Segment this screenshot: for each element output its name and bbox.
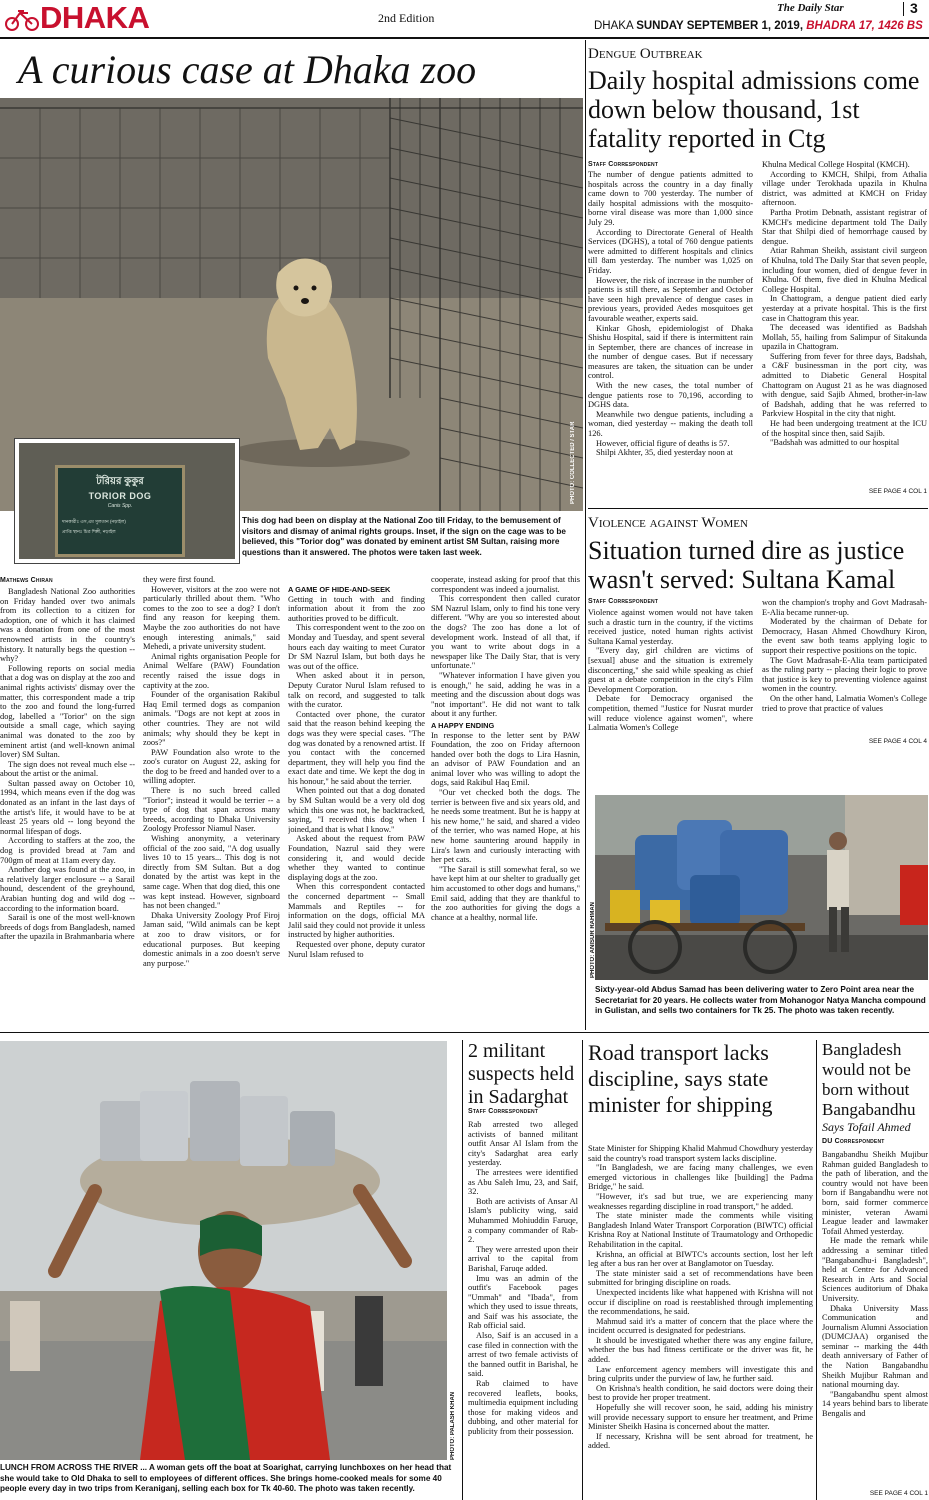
section-divider [588, 508, 928, 509]
paragraph: With the new cases, the total number of dengue patients rose to 70,196, according to DGHS data. [588, 381, 753, 410]
paragraph: Asked about the request from PAW Foundation, Nazrul said they were considering it, and would decide whether they wanted to continue displaying dogs at the zoo. [288, 834, 425, 882]
paragraph: "The Sarail is still somewhat feral, so we have kept him at our shelter to gradually get him accustomed to other dogs and humans," Emil said, adding that they are thankful to the zoo authorities for giving the dogs a chance at a healthy, normal life. [431, 864, 580, 922]
paragraph: Dhaka University Mass Communication and Journalism Alumni Association (DUMCJAA) organised the seminar -- marking the 44th death anniversary of Father of the Nation Bangabandhu Sheikh Mujibur Rahman and national mourning day. [822, 1303, 928, 1390]
paragraph: They were arrested upon their arrival to the capital from Barishal, Faruqe added. [468, 1244, 578, 1273]
paragraph: Sultan passed away on October 10, 1994, which means even if the dog was donated as an infant in the last days of the artist's life, it would have to be at least 25 years old -- long beyond the normal lifespan of dogs. [0, 778, 135, 836]
paragraph: The deceased was identified as Badshah Mollah, 55, hailing from Salimpur of Sitakunda upazila in Chattogram. [762, 323, 927, 352]
paragraph: According to KMCH, Shilpi, from Athalia village under Terokhada upazila in Khulna district, was admitted at KMCH on Friday afternoon. [762, 169, 927, 208]
dengue-body-col2 [762, 160, 927, 488]
paragraph: State Minister for Shipping Khalid Mahmud Chowdhury yesterday said the country's road transport system lacks discipline. [588, 1144, 813, 1163]
dog-photo-credit: PHOTO: COLLECTED / STAR [570, 421, 576, 504]
paragraph: Partha Protim Debnath, assistant registrar of KMCH's medicine department told The Daily Star that Shilpi died of hemorrhage caused by dengue. [762, 207, 927, 246]
column-divider [585, 40, 586, 1030]
cage-sign-bangla: টরিয়র কুকুর [96, 476, 144, 487]
militant-body [468, 1120, 578, 1498]
paragraph: Shilpi Akhter, 35, died yesterday noon at [596, 448, 733, 458]
zoo-body-col1 [0, 587, 135, 1027]
subheading: A HAPPY ENDING [431, 720, 495, 730]
violence-kicker: Violence against Women [588, 515, 748, 531]
paragraph: Debate for Democracy organised the competition, themed "Justice for Nusrat murder will reduce violence against women", where Lalmatia Women's College [588, 694, 753, 733]
paragraph: Moderated by the chairman of Debate for Democracy, Hasan Ahmed Chowdhury Kiron, the event saw both teams applying logic to support their respective positions on the topic. [762, 617, 927, 655]
paragraph: This correspondent then called curator SM Nazrul Islam, only to find his tone very different. "Why are you so interested about the dogs? The zoo has done a lot of development work. Instead of all that, if you want to write about dogs in a newspaper like The Daily Star, that is very unfortunate." [431, 594, 580, 671]
paragraph: Rab claimed to have recovered leaflets, books, multimedia equipment including those for making videos and dubbing, and other material for publicity from their possession. [468, 1379, 578, 1436]
paragraph: Contacted over phone, the curator said that the reason behind keeping the dogs was they were special cases. "The dog was donated by a renowned artist. If you contact with the concerned department, they will help you find the exact date and time. We kept the dog in his honour," he said about the terrier. [288, 709, 425, 786]
edition-label: 2nd Edition [378, 11, 435, 25]
paragraph: In response to the letter sent by PAW Foundation, the zoo on Friday afternoon handed over both the dogs to Lira Hasnin, an advisor of PAW Foundation and an animal lover who was willing to adopt the dogs, said Rakibul Haq Emil. [431, 730, 580, 788]
bangabandhu-jump[interactable]: SEE PAGE 4 COL 1 [869, 1490, 928, 1497]
zoo-byline: Mathews Chiran [0, 577, 53, 584]
paragraph: He had been undergoing treatment at the ICU of the hospital since then, said Sajib. [762, 419, 927, 438]
paragraph: The sign does not reveal much else -- about the artist or the animal. [0, 759, 135, 779]
dateline-bangla-date: BHADRA 17, 1426 BS [806, 20, 923, 32]
paragraph: Meanwhile two dengue patients, including a woman, died yesterday -- making the death toll 126. [588, 409, 753, 439]
paragraph: Suffering from fever for three days, Badshah, a C&F businessman in the port city, was admitted to Diabetic General Hospital Chattogram on August 21 as he was diagnosed with dengue, said Sajib Ahmed, brother-in-law of Badshah, adding that he was referred to Parkview Hospital in the city that night. [762, 351, 927, 419]
subheading: A GAME OF HIDE-AND-SEEK [288, 585, 391, 594]
lunch-photo [0, 1041, 447, 1460]
violence-headline: Situation turned dire as justice wasn't served: Sultana Kamal [588, 536, 905, 594]
paragraph: "Our vet checked both the dogs. The terrier is between five and six years old, and he needs some treatment. But he is happy at his new home," he said, and shared a video of the terrier, who was named Hope, at his new home sauntering around happily in Lira's lawn and curiously interacting with her pet cats. [431, 788, 580, 865]
militant-byline: Staff Correspondent [468, 1108, 539, 1115]
water-photo-caption: Sixty-year-old Abdus Samad has been delivering water to Zero Point area near the Secretariat for 20 years. He collects water from Mohanogor Natya Mancha compound in Gulistan, and sells two containers for Tk 25. The photo was taken recently. [595, 985, 926, 1015]
paragraph: On the other hand, Lalmatia Women's College tried to prove that practice of values [762, 693, 927, 713]
paragraph: Also, Saif is an accused in a case filed in connection with the arrest of two female activists of the banned outfit in Barishal, he said. [468, 1331, 578, 1379]
paragraph: PAW Foundation also wrote to the zoo's curator on August 22, asking for the dog to be freed and handed over to a willing adopter. [143, 747, 280, 786]
section-masthead [4, 2, 149, 34]
zoo-body-col2 [143, 575, 280, 1027]
militant-headline: 2 militant suspects held in Sadarghat [468, 1040, 575, 1108]
paragraph: On Krishna's health condition, he said doctors were doing their best to provide her proper treatment. [588, 1383, 813, 1403]
dengue-byline: Staff Correspondent [588, 161, 659, 168]
violence-jump[interactable]: SEE PAGE 4 COL 4 [868, 738, 927, 745]
violence-body-col2 [762, 598, 927, 738]
paragraph: Wishing anonymity, a veterinary official of the zoo said, "A dog usually lives 10 to 15 years... This dog is not directly from SM Sultan. But a dog donated by the artist was kept in the same cage. When that dog died, this one was kept instead. However, signboard has not been changed." [143, 834, 280, 911]
woman-lunchboxes-illustration [0, 1041, 447, 1460]
paragraph: He made the remark while addressing a seminar titled "Bangabandhu-i Bangladesh", held at Centre for Advanced Research in Arts and Social Sciences auditorium of Dhaka University. [822, 1236, 928, 1303]
paragraph: If necessary, Krishna will be sent abroad for treatment, he added. [588, 1431, 813, 1451]
dengue-kicker: Dengue Outbreak [588, 46, 703, 62]
paragraph: "However, it's sad but true, we are experiencing many weaknesses regarding discipline in road transport," he added. [588, 1191, 813, 1211]
column-divider [816, 1040, 817, 1500]
paragraph: Kinkar Ghosh, epidemiologist of Dhaka Shishu Hospital, said if there is intermittent rain in September, there are chances of increase in the number of dengue cases. But if necessary measures are taken, the situation can be under control. [588, 323, 753, 381]
paragraph: Bangabandhu Sheikh Mujibur Rahman guided Bangladesh to the path of liberation, and the country would not have been born if Bangabandhu were not born, said former commerce minister, veteran Awami League leader and lawmaker Tofail Ahmed yesterday. [822, 1150, 928, 1236]
paragraph: they were first found. [143, 575, 216, 584]
violence-byline: Staff Correspondent [588, 598, 659, 605]
paragraph: "Bangabandhu spent almost 14 years behind bars to liberate Bengalis and [822, 1389, 928, 1419]
paragraph: According to Directorate General of Health Services (DGHS), a total of 760 dengue patients were admitted to different hospitals and clinics till 8am yesterday. The number was 1,025 on Friday. [588, 227, 753, 275]
dateline-city: DHAKA [594, 20, 633, 32]
column-divider [582, 1040, 583, 1500]
zoo-body-col3 [288, 583, 425, 1027]
page-number: 3 [910, 0, 918, 16]
dengue-jump[interactable]: SEE PAGE 4 COL 1 [868, 488, 927, 495]
paragraph: Atiar Rahman Sheikh, assistant civil surgeon of Khulna, told The Daily Star that seven people, including four women, died of dengue fever in Khulna. Of them, five died in Khulna Medical College Hospital. [762, 246, 927, 294]
lunch-photo-caption: LUNCH FROM ACROSS THE RIVER ... A woman gets off the boat at Soarighat, carrying lunchboxes on her head that she would take to Old Dhaka to sell to employees of different offices. She brings home-cooked meals for some 40 people every day in two trips from Keraniganj, selling each box for Tk 40-60. The photo was taken recently. [0, 1463, 452, 1493]
paragraph: Unexpected incidents like what happened with Krishna will not occur if discipline on road is reestablished through implementing the recommendations, he said. [588, 1287, 813, 1317]
dateline [594, 20, 923, 32]
paragraph: However, visitors at the zoo were not particularly thrilled about them. "Who comes to the zoo to see a dog? I don't find any reason for keeping them. Maybe the zoo authorities do not have enough interesting animals," said Mehedi, a private university student. [143, 584, 280, 652]
paragraph: Krishna, an official at BIWTC's accounts section, lost her left leg after a bus ran her over at Banglamotor on Tuesday. [588, 1249, 813, 1269]
violence-body-col1 [588, 608, 753, 748]
paragraph: The arrestees were identified as Abu Saleh Imu, 23, and Saif, 32. [468, 1167, 578, 1197]
bangabandhu-headline: Bangladesh would not be born without Bangabandhu [822, 1040, 916, 1119]
cage-sign-english: TORIOR DOG [88, 491, 152, 501]
paragraph: Founder of the organisation Rakibul Haq Emil termed dogs as companion animals. "Dogs are not kept at zoos in other countries. They are not wild animals; why should they be kept in zoos?" [143, 690, 280, 748]
paragraph: However, the risk of increase in the number of patients is still there, as September and October have seen high prevalence of dengue cases in previous years, provided Aedes mosquitoes get favourable weather, experts said. [588, 275, 753, 323]
water-photo [595, 795, 928, 980]
inset-photo-image [19, 443, 235, 559]
cage-sign [55, 465, 185, 557]
paragraph: "Badshah was admitted to our hospital [770, 438, 900, 448]
masthead-rule [0, 37, 929, 39]
paragraph: Mahmud said it's a matter of concern that the place where the incident occurred is designated for pedestrians. [588, 1316, 813, 1336]
paragraph: "Whatever information I have given you is enough," he said, adding he was in a meeting and the discussion about dogs was "not important". He did not want to talk about it any further. [431, 670, 580, 719]
paragraph: The number of dengue patients admitted to hospitals across the country in a day finally came down to 700 yesterday. The number of daily hospital admissions with the mosquito-borne viral disease was more than 1,000 since July 29. [588, 170, 753, 227]
newspaper-brand: The Daily Star [777, 2, 844, 14]
paragraph: Imu was an admin of the outfit's Facebook pages "Ummah" and "Ibada", from which they used to issue threats, and Saif was his associate, the Rab official said. [468, 1273, 578, 1331]
paragraph: Following reports on social media that a dog was on display at the zoo and animal rights activists' dismay over the matter, this correspondent made a trip to the zoo and found the long-furred dog, labelled a "Torior" on the sign outside a small cage, which saying animal was donated to the zoo by eminent artist (and well-known animal lover) SM Sultan. [0, 663, 135, 760]
paragraph: However, official figure of deaths is 57. [596, 438, 730, 448]
bangabandhu-subhead: Says Tofail Ahmed [822, 1120, 911, 1134]
inset-photo [14, 438, 240, 564]
paragraph: Getting in touch with and finding information about it from the zoo authorities proved to be difficult. [288, 594, 425, 623]
paragraph: Requested over phone, deputy curator Nurul Islam refused to [288, 939, 425, 959]
column-divider [462, 1040, 463, 1500]
cage-sign-scientific: Canis Spp. [107, 503, 133, 509]
rickshaw-icon [4, 5, 40, 31]
paragraph: Animal rights organisation People for Animal Welfare (PAW) Foundation recently raised the issue dogs in captivity at the zoo. [143, 651, 280, 690]
water-cart-illustration [595, 795, 928, 980]
paragraph: There is no such breed called "Torior"; instead it would be terrier -- a type of dog that span across many breeds, according to Dhaka University Zoology Professor Niamul Naser. [143, 786, 280, 834]
paragraph: Sarail is one of the most well-known breeds of dogs from Bangladesh, named after the upazila in Brahmanbaria where [0, 913, 135, 942]
paragraph: Violence against women would not have taken such a drastic turn in the country, if the victims received justice, noted human rights activist Sultana Kamal yesterday. [588, 608, 753, 646]
dengue-headline: Daily hospital admissions come down below thousand, 1st fatality reported in Ctg [588, 66, 920, 153]
paragraph: Khulna Medical College Hospital (KMCH). [762, 160, 910, 169]
zoo-body-col4 [431, 575, 580, 1027]
paragraph: cooperate, instead asking for proof that this correspondent was indeed a journalist. [431, 575, 580, 594]
paragraph: The state minister said a set of recommendations have been submitted for bringing discipline on roads. [588, 1268, 813, 1288]
paragraph: In Chattogram, a dengue patient died early yesterday at a private hospital. This is the first case in Chattogram this year. [762, 294, 927, 323]
paragraph: When asked about it in person, Deputy Curator Nurul Islam refused to talk on record, and suggested to talk with the curator. [288, 671, 425, 710]
paragraph: won the champion's trophy and Govt Madrasah-E-Alia became runner-up. [762, 598, 927, 617]
cage-sign-origin: প্রাপ্তি স্থানঃ চিত্র শিল্পী, নড়াইল [62, 529, 116, 534]
paragraph: Both are activists of Ansar Al Islam's publicity wing, said Muhammed Mohiuddin Faruqe, a company commander of Rab-2. [468, 1196, 578, 1245]
paragraph: Hopefully she will recover soon, he said, adding his ministry will provide necessary support to ensure her treatment, and Prime Minister Sheikh Hasina is concerned about the matter. [588, 1403, 813, 1432]
paragraph: Rab arrested two alleged activists of banned militant outfit Ansar Al Islam from the city's Sadarghat area early yesterday. [468, 1120, 578, 1168]
paragraph: Dhaka University Zoology Prof Firoj Jaman said, "Wild animals can be kept at zoo to draw visitors, or for educational purposes. But keeping domestic animals in a zoo doesn't serve any purpose." [143, 910, 280, 968]
transport-headline: Road transport lacks discipline, says state minister for shipping [588, 1040, 773, 1117]
dengue-body-col1 [588, 170, 753, 495]
cage-sign-donor: দানকারীঃ এস,এম সুলতান (নড়াইল) [62, 519, 126, 524]
transport-body [588, 1144, 813, 1499]
paragraph: When this correspondent contacted the concerned department -- Small Mammals and Reptiles -- for information on the dogs, official MA Jalil said they could not provide it unless instructed by higher authorities. [288, 882, 425, 940]
paragraph: It should be investigated whether there was any engine failure, whether the bus had fitness certificate or the driver was fit, he added. [588, 1335, 813, 1365]
paragraph: "Every day, girl children are victims of [sexual] abuse and the situation is extremely disconcerting," she said while speaking as chief guest at a debate competition in the city's Film Development Corporation. [588, 646, 753, 694]
paragraph: This correspondent went to the zoo on Monday and Tuesday, and spent several hours each day waiting to meet Curator Dr SM Nazrul Islam, but both days he was out of the office. [288, 623, 425, 671]
paragraph: According to staffers at the zoo, the dog is provided bread at 7am and 700gm of meat at 11am every day. [0, 836, 135, 865]
section-divider [0, 1032, 929, 1033]
paragraph: Law enforcement agency members will investigate this and bring culprits under the purview of law, he further said. [588, 1364, 813, 1384]
section-name: DHAKA [40, 0, 150, 35]
paragraph: The Govt Madrasah-E-Alia team participated as the ruling party -- placing their logic to prove that justice is key to preventing violence against women in the country. [762, 655, 927, 694]
paragraph: Bangladesh National Zoo authorities on Friday handed over two animals from its collection to a citizen for adoption, one of which it has claimed was a donation from one of the most renowned artists in the country's history. It naturally begs the question -- why? [0, 587, 135, 664]
bangabandhu-body [822, 1150, 928, 1488]
paragraph: The state minister made the comments while visiting Bangladesh Inland Water Transport Corporation (BIWTC) official Krishna Roy at National Institute of Traumatology and Orthopedic Rehabilitation in the capital. [588, 1211, 813, 1249]
lunch-photo-credit: PHOTO: PALASH KHAN [450, 1391, 456, 1460]
bangabandhu-byline: DU Correspondent [822, 1138, 885, 1145]
zoo-headline: A curious case at Dhaka zoo [18, 47, 477, 92]
paragraph: When pointed out that a dog donated by SM Sultan would be a very old dog which this one was not, he backtracked, saying, "I received this dog when I joined,and that is what I know." [288, 786, 425, 834]
water-photo-credit: PHOTO: ANISUR RAHMAN [590, 902, 596, 978]
dog-photo-caption: This dog had been on display at the National Zoo till Friday, to the bemusement of visitors and dismay of animal rights groups. Inset, if the sign on the cage was to be believed, this "Torior dog" was donated by eminent artist SM Sultan, raising more questions than it answered. The photos were taken last week. [242, 516, 566, 557]
paragraph: "In Bangladesh, we are facing many challenges, we even emerged victorious in challenges like [building] the Padma Bridge," he said. [588, 1163, 813, 1192]
dateline-date: SUNDAY SEPTEMBER 1, 2019, [636, 20, 804, 32]
page-separator [903, 2, 904, 16]
paragraph: Another dog was found at the zoo, in a relatively larger enclosure -- a Sarail hound, descendent of the greyhound, Arabian hunting dog and wild dog -- according to the information board. [0, 865, 135, 913]
